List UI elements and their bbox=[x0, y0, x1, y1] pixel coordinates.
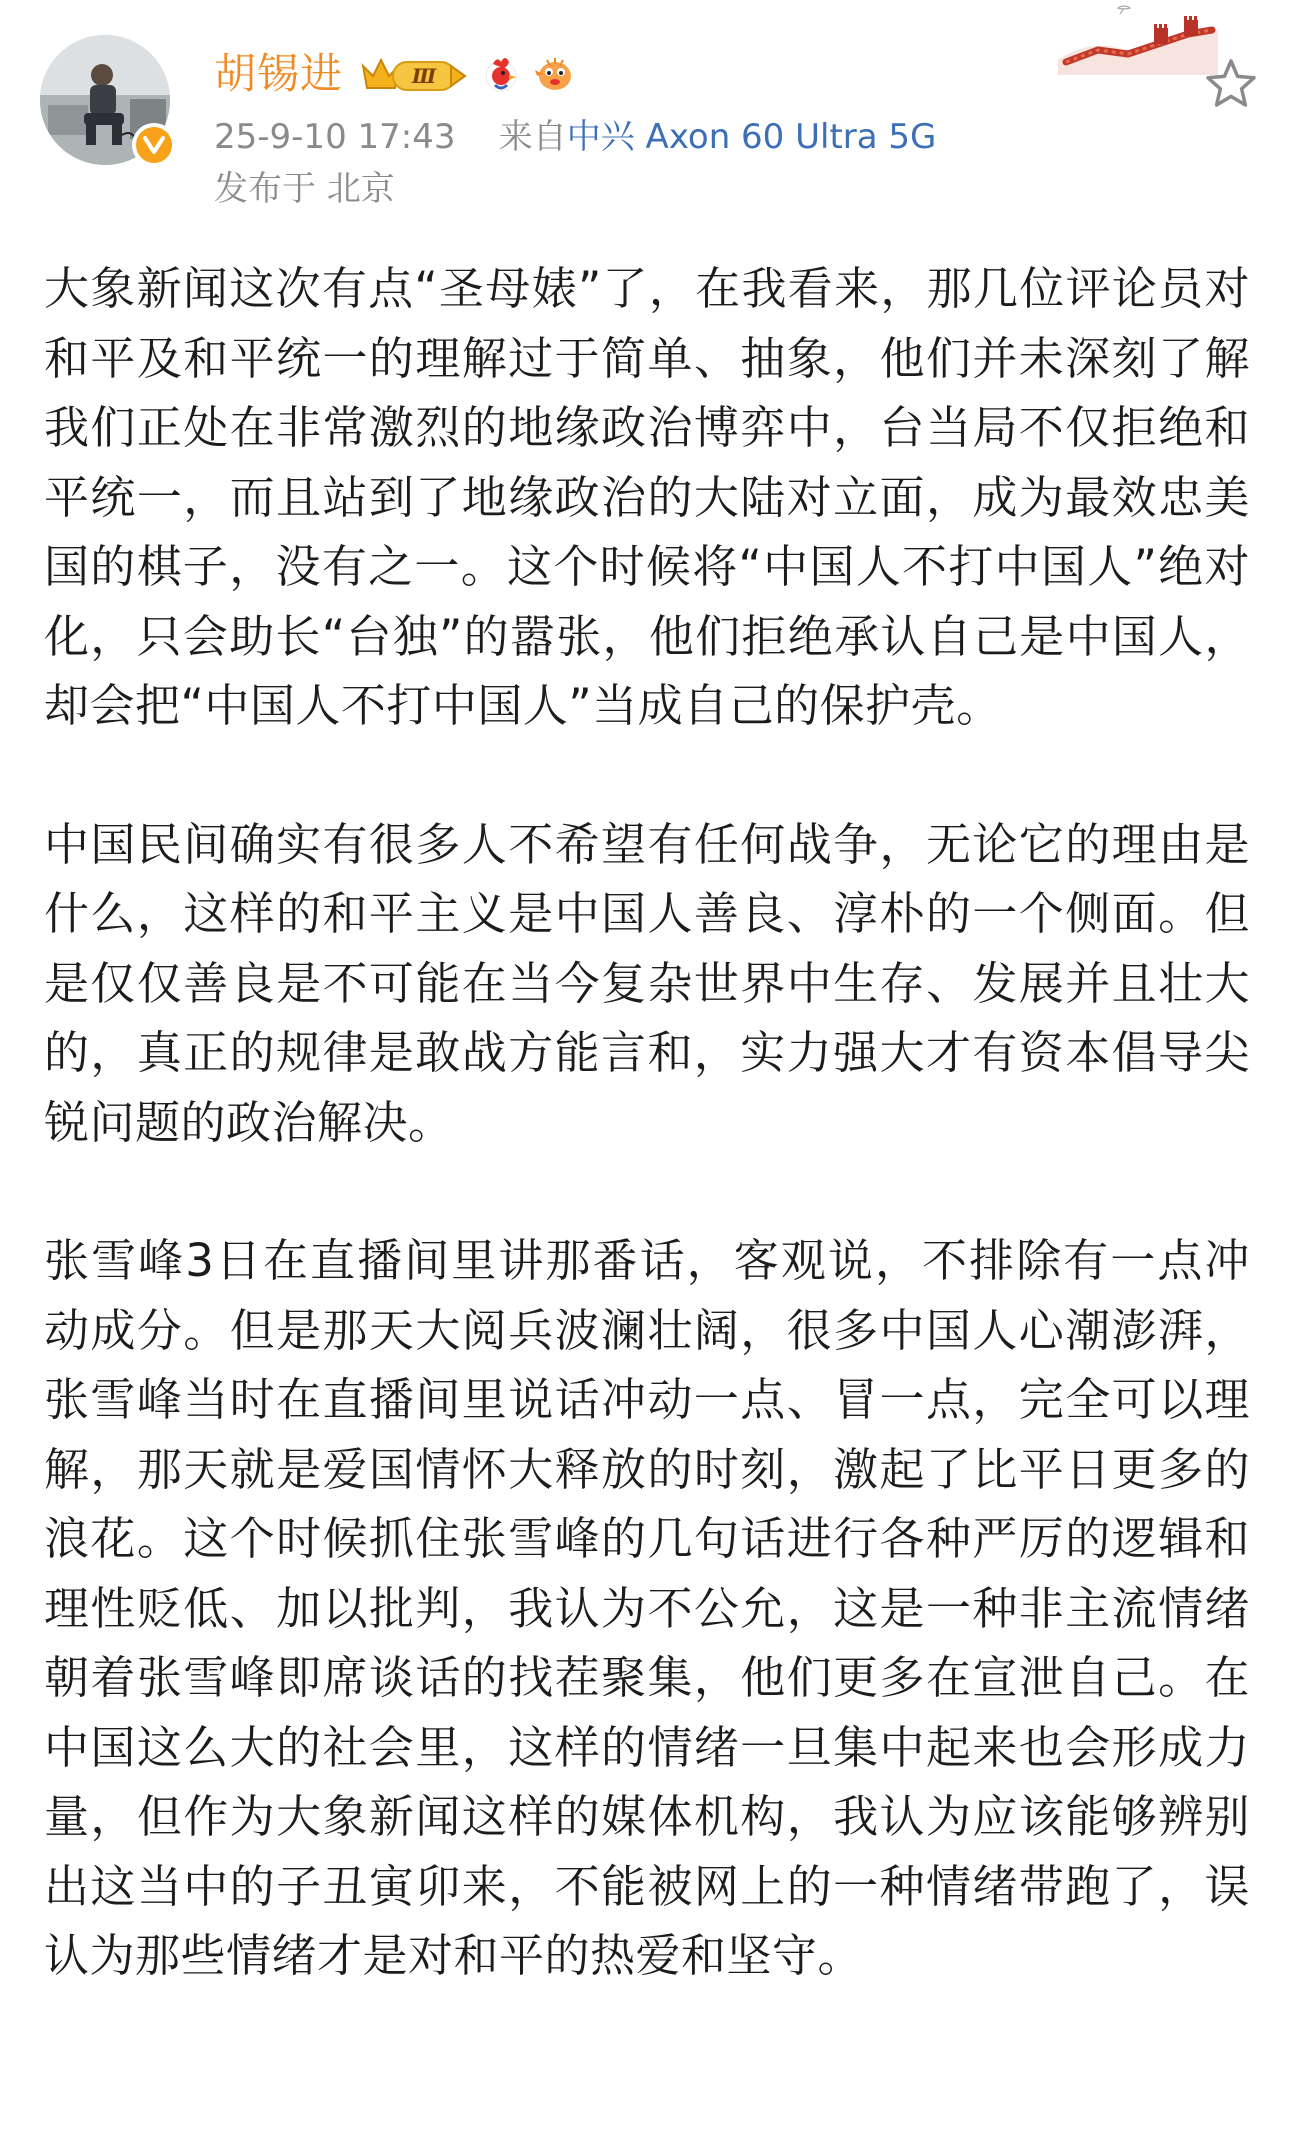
location-name: 北京 bbox=[326, 169, 395, 209]
source-prefix: 来自 bbox=[498, 117, 567, 157]
author-name-row bbox=[214, 44, 577, 104]
post-paragraph: 中国民间确实有很多人不希望有任何战争，无论它的理由是什么，这样的和平主义是中国人善良、淳朴的一个侧面。但是仅仅善良是不可能在当今复杂世界中生存、发展并且壮大的，真正的规律是敢战方能言和，实力强大才有资本倡导尖锐问题的政治解决。 bbox=[44, 817, 1250, 1149]
post-body bbox=[44, 254, 1250, 1991]
vip-crown-badge-icon[interactable] bbox=[359, 52, 469, 96]
post-location bbox=[214, 164, 395, 214]
puffer-fish-icon[interactable] bbox=[533, 52, 577, 96]
verified-v-icon bbox=[132, 123, 176, 167]
location-prefix: 发布于 bbox=[214, 169, 316, 209]
author-avatar-container[interactable] bbox=[40, 35, 170, 165]
post-meta bbox=[214, 112, 936, 162]
author-name[interactable]: 胡锡进 bbox=[214, 49, 344, 98]
device-source-link[interactable]: 中兴 Axon 60 Ultra 5G bbox=[566, 117, 937, 157]
great-wall-icon bbox=[1058, 0, 1218, 75]
favorite-star-button[interactable] bbox=[1203, 56, 1259, 112]
post-paragraph: 大象新闻这次有点“圣母婊”了，在我看来，那几位评论员对和平及和平统一的理解过于简单、抽象，他们并未深刻了解我们正处在非常激烈的地缘政治博弈中，台当局不仅拒绝和平统一，而且站到了地缘政治的大陆对立面，成为最效忠美国的棋子，没有之一。这个时候将“中国人不打中国人”绝对化，只会助长“台独”的嚣张，他们拒绝承认自己是中国人，却会把“中国人不打中国人”当成自己的保护壳。 bbox=[44, 262, 1250, 732]
post-timestamp: 25-9-10 17:43 bbox=[214, 117, 456, 157]
post-header bbox=[0, 0, 1290, 230]
vip-level-text: Ⅲ bbox=[411, 64, 437, 88]
post-paragraph: 张雪峰3日在直播间里讲那番话，客观说，不排除有一点冲动成分。但是那天大阅兵波澜壮阔，很多中国人心潮澎湃，张雪峰当时在直播间里说话冲动一点、冒一点，完全可以理解，那天就是爱国情怀大释放的时刻，激起了比平日更多的浪花。这个时候抓住张雪峰的几句话进行各种严厉的逻辑和理性贬低、加以批判，我认为不公允，这是一种非主流情绪朝着张雪峰即席谈话的找茬聚集，他们更多在宣泄自己。在中国这么大的社会里，这样的情绪一旦集中起来也会形成力量，但作为大象新闻这样的媒体机构，我认为应该能够辨别出这当中的子丑寅卯来，不能被网上的一种情绪带跑了，误认为那些情绪才是对和平的热爱和坚守。 bbox=[44, 1234, 1250, 1982]
rooster-icon[interactable] bbox=[479, 52, 523, 96]
star-icon bbox=[1203, 56, 1259, 112]
